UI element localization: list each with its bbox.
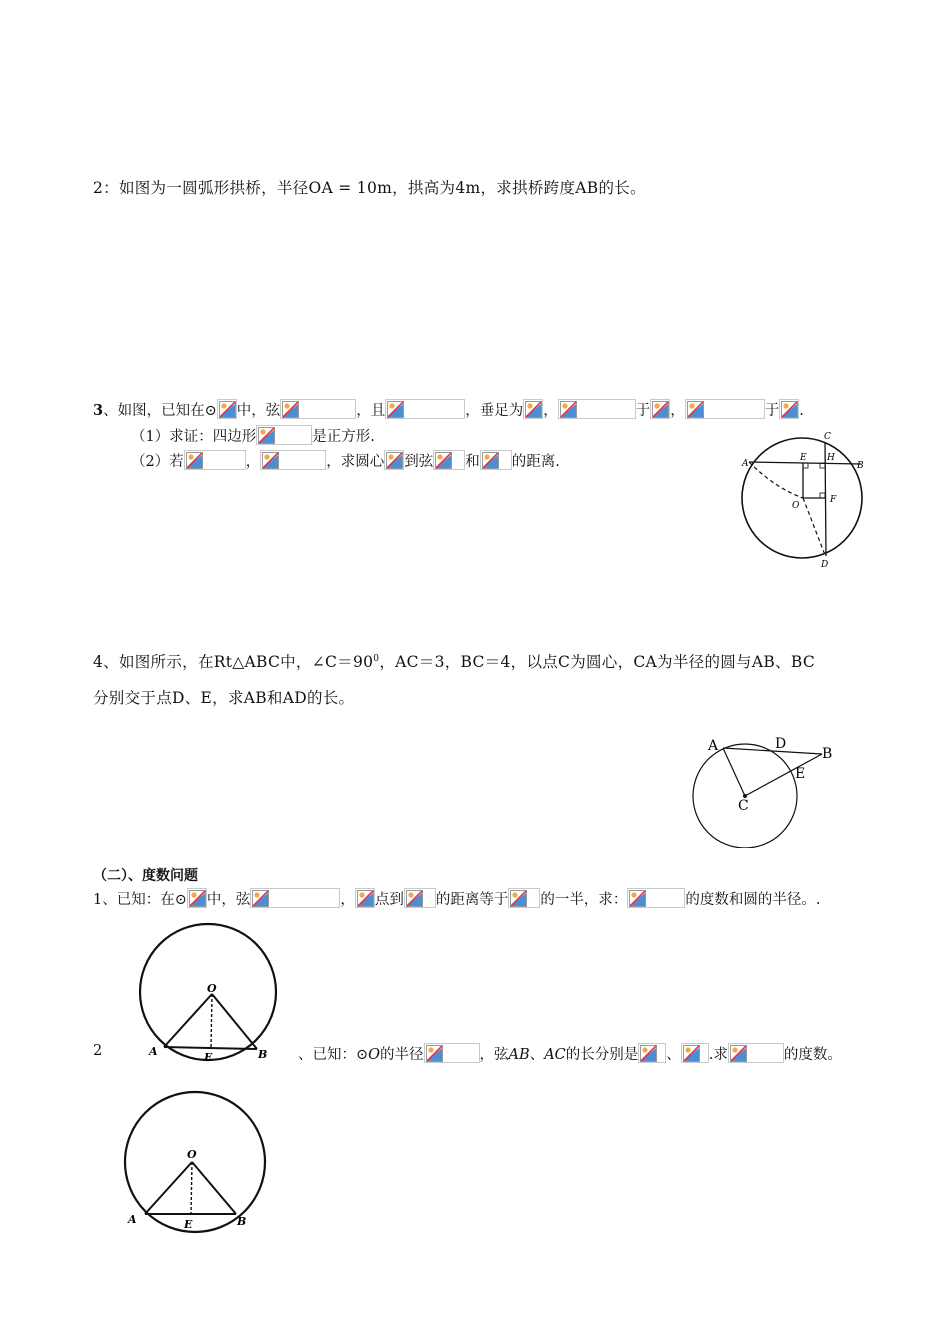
p3-q2-text-b: ， xyxy=(245,454,261,470)
figS2-label-a: A xyxy=(128,1213,137,1226)
s2q1-text-a: 1、已知：在⊙ xyxy=(93,892,187,908)
broken-image-icon xyxy=(638,1043,666,1063)
broken-image-icon xyxy=(685,399,765,419)
figS1-label-o: O xyxy=(207,982,217,995)
broken-image-icon xyxy=(384,450,404,470)
p3-q1-text-a: （1）求证：四边形 xyxy=(131,429,257,445)
s2q2-text-c: ，弦 xyxy=(479,1047,509,1063)
section-2-question-1 xyxy=(93,888,820,909)
s2q2-text-a: 、已知：⊙ xyxy=(298,1047,369,1063)
p3-q2-text-c: ，求圆心 xyxy=(326,454,385,470)
figure-4-triangle-circle xyxy=(690,734,840,848)
s2q1-text-f: 的一半，求： xyxy=(540,892,628,908)
figS2-label-o: O xyxy=(187,1148,197,1161)
fig3-label-f: F xyxy=(830,495,837,505)
broken-image-icon xyxy=(523,399,543,419)
s2q2-text-f: 、 xyxy=(666,1047,681,1063)
p3-text-6: 于 xyxy=(635,403,651,419)
broken-image-icon xyxy=(728,1043,784,1063)
figure-section2-circle-1 xyxy=(135,920,285,1065)
broken-image-icon xyxy=(260,450,326,470)
figS2-label-e: E xyxy=(184,1218,193,1231)
section-2-question-2-number: 2 xyxy=(93,1043,103,1059)
broken-image-icon xyxy=(650,399,670,419)
broken-image-icon xyxy=(280,399,356,419)
broken-image-icon xyxy=(627,888,685,908)
s2q1-text-b: 中，弦 xyxy=(206,892,251,908)
p4-degree-sup: 0 xyxy=(373,653,380,664)
problem-4-line2: 分别交于点D、E，求AB和AD的长。 xyxy=(93,689,355,707)
p3-text-2: 中，弦 xyxy=(236,403,281,419)
fig3-label-h: H xyxy=(827,453,835,463)
p3-q2-text-a: （2）若 xyxy=(131,454,184,470)
fig3-label-a: A xyxy=(742,459,749,469)
fig4-label-b: B xyxy=(822,746,833,762)
fig3-label-d: D xyxy=(821,560,829,570)
figS2-label-b: B xyxy=(237,1215,247,1228)
p3-text-7: ， xyxy=(670,403,685,419)
problem-2-text: 2：如图为一圆弧形拱桥，半径OA = 10m，拱高为4m，求拱桥跨度AB的长。 xyxy=(93,179,646,197)
s2q1-text-c: ， xyxy=(340,892,355,908)
problem-3-question-2 xyxy=(131,450,560,471)
problem-3-line1 xyxy=(93,399,804,420)
problem-4-line1 xyxy=(93,650,815,672)
figS1-label-a: A xyxy=(149,1045,158,1058)
s2q2-chord-ab: AB xyxy=(508,1047,530,1063)
p3-text-3: ，且 xyxy=(356,403,386,419)
broken-image-icon xyxy=(779,399,799,419)
p4-line1-text-b: ，AC＝3，BC＝4，以点C为圆心，CA为半径的圆与AB、BC xyxy=(379,653,815,671)
p3-text-1: 、如图，已知在⊙ xyxy=(103,403,217,419)
fig4-label-e: E xyxy=(795,766,806,782)
broken-image-icon xyxy=(385,399,465,419)
section-2-question-2 xyxy=(298,1043,842,1064)
broken-image-icon xyxy=(480,450,512,470)
broken-image-icon xyxy=(184,450,246,470)
broken-image-icon xyxy=(250,888,340,908)
s2q2-text-g: .求 xyxy=(708,1047,728,1063)
section-2-heading: （二）、度数问题 xyxy=(93,868,198,884)
broken-image-icon xyxy=(404,888,436,908)
s2q2-text-b: 的半径 xyxy=(380,1047,424,1063)
broken-image-icon xyxy=(256,425,312,445)
broken-image-icon xyxy=(508,888,540,908)
figS1-label-b: B xyxy=(258,1048,268,1061)
fig4-label-c: C xyxy=(738,798,749,814)
p4-line1-text: 4、如图所示，在Rt△ABC中，∠C＝90 xyxy=(93,653,374,671)
problem-3-number: 3 xyxy=(93,402,104,419)
fig3-label-b: B xyxy=(857,461,864,471)
s2q1-text-d: 点到 xyxy=(374,892,404,908)
s2q2-text-d: 、 xyxy=(529,1047,545,1063)
s2q2-text-e: 的长分别是 xyxy=(565,1047,639,1063)
broken-image-icon xyxy=(355,888,375,908)
broken-image-icon xyxy=(681,1043,709,1063)
broken-image-icon xyxy=(424,1043,480,1063)
fig3-label-e: E xyxy=(800,453,807,463)
p3-q1-text-b: 是正方形. xyxy=(312,429,375,445)
p3-q2-text-f: 的距离. xyxy=(511,454,560,470)
figure-3-circle-chords xyxy=(735,428,870,570)
p3-text-5: ， xyxy=(543,403,558,419)
p3-text-8: 于 xyxy=(764,403,780,419)
s2q1-text-e: 的距离等于 xyxy=(435,892,509,908)
p3-text-9: . xyxy=(799,403,804,419)
p3-q2-text-d: 到弦 xyxy=(404,454,434,470)
problem-3-question-1 xyxy=(131,425,375,446)
figure-section2-circle-2 xyxy=(113,1088,273,1236)
s2q2-chord-ac: AC xyxy=(544,1047,566,1063)
s2q2-text-h: 的度数。 xyxy=(783,1047,842,1063)
broken-image-icon xyxy=(558,399,636,419)
fig3-label-o: O xyxy=(792,501,800,511)
broken-image-icon xyxy=(433,450,465,470)
s2q2-circle-o: O xyxy=(368,1047,381,1063)
p3-q2-text-e: 和 xyxy=(465,454,480,470)
fig4-label-a: A xyxy=(708,738,719,754)
broken-image-icon xyxy=(187,888,207,908)
s2q1-text-g: 的度数和圆的半径。. xyxy=(685,892,821,908)
broken-image-icon xyxy=(217,399,237,419)
figS1-label-e: E xyxy=(204,1051,213,1064)
fig4-label-d: D xyxy=(775,736,787,752)
fig3-label-c: C xyxy=(824,432,831,442)
p3-text-4: ，垂足为 xyxy=(465,403,524,419)
